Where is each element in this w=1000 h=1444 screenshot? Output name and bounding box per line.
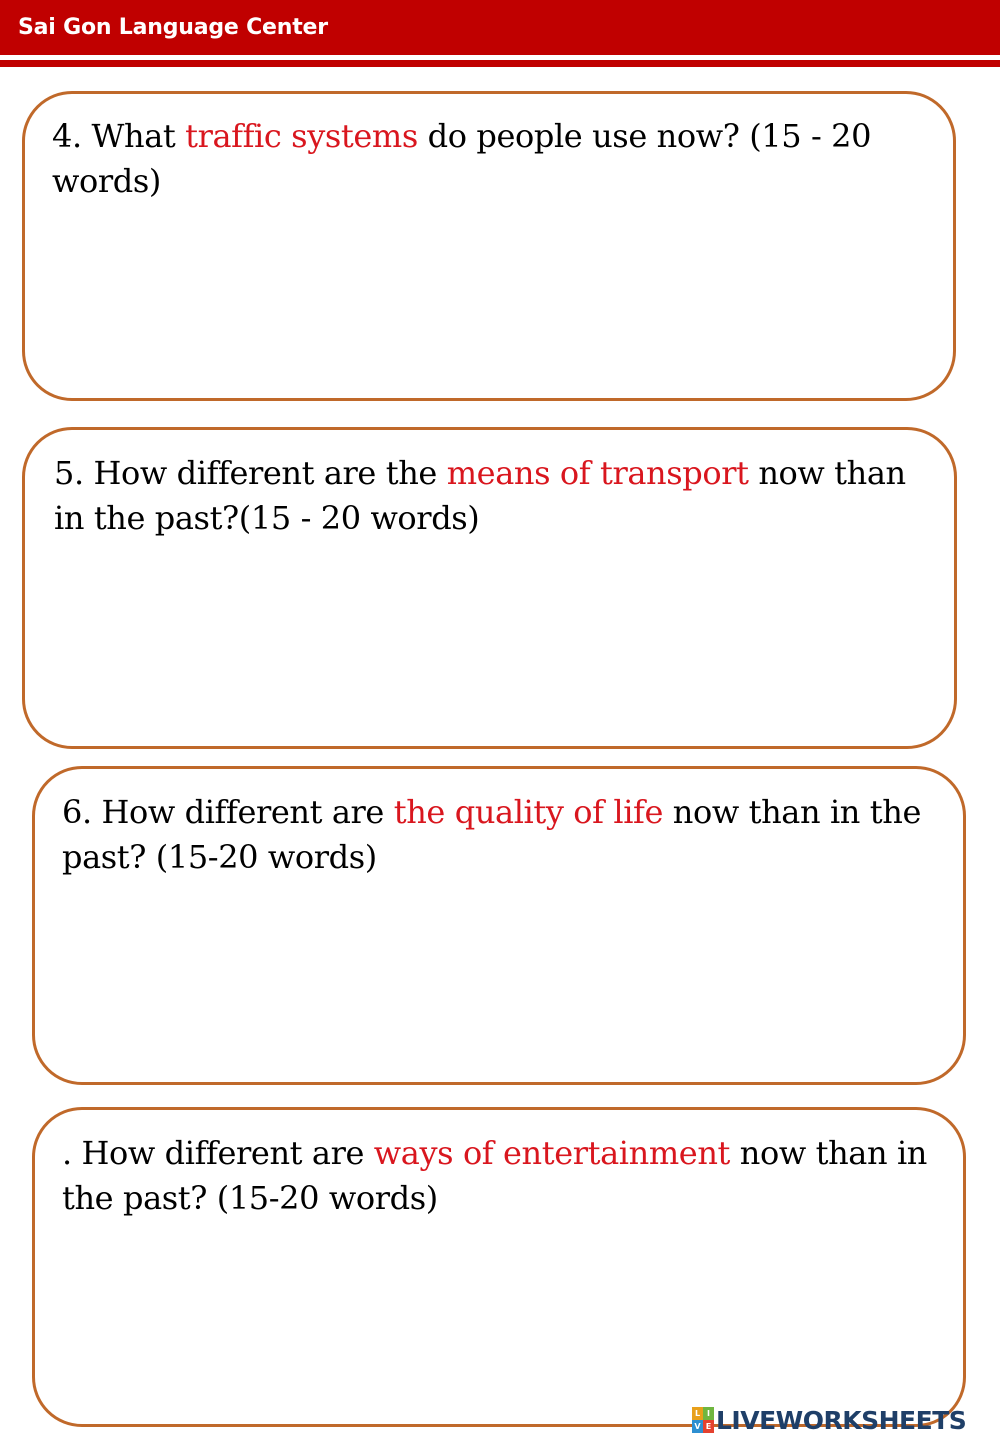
question-5-highlight: means of transport [446, 454, 749, 492]
liveworksheets-logo [692, 1404, 966, 1436]
question-4-text [52, 114, 927, 204]
logo-letter: E [703, 1420, 714, 1433]
question-6-text-part: now than in the past? (15-20 words) [62, 793, 921, 876]
logo-letter: L [692, 1407, 703, 1420]
logo-letter: I [703, 1407, 714, 1420]
question-4-text-part: do people use now? (15 - 20 words) [52, 117, 872, 200]
question-7-text-part: now than in the past? (15-20 words) [62, 1134, 927, 1217]
question-6-text-part: 6. How different are [62, 793, 394, 831]
question-6-text [62, 790, 932, 880]
header-title: Sai Gon Language Center [18, 15, 328, 40]
question-7-text-part: . How different are [62, 1134, 374, 1172]
logo-letter: V [692, 1420, 703, 1433]
question-5-text-part: 5. How different are the [54, 454, 447, 492]
liveworksheets-wordmark: LIVEWORKSHEETS [716, 1405, 967, 1435]
question-4-highlight: traffic systems [185, 117, 418, 155]
liveworksheets-icon [692, 1407, 714, 1433]
question-7-highlight: ways of entertainment [373, 1134, 730, 1172]
question-6-highlight: the quality of life [393, 793, 664, 831]
question-5-text-part: now than in the past?(15 - 20 words) [54, 454, 906, 537]
question-5-text [54, 451, 934, 541]
header-divider [0, 60, 1000, 67]
question-7-text [62, 1131, 932, 1221]
question-4-text-part: 4. What [52, 117, 186, 155]
